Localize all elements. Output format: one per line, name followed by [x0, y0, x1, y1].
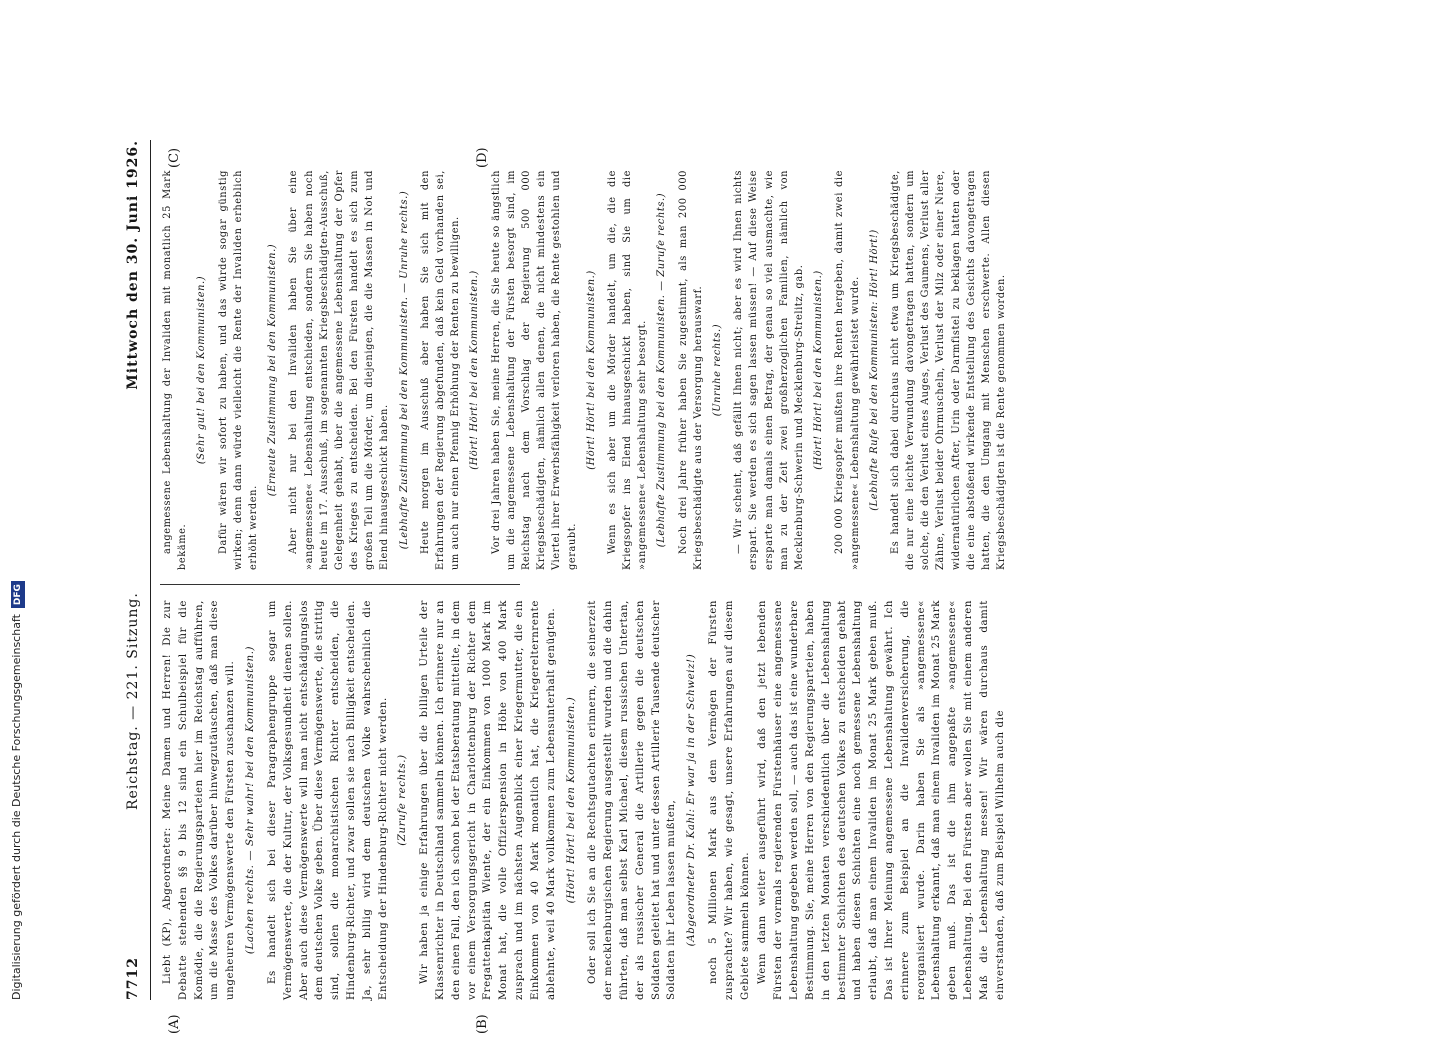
interjection: (Lebhafte Rufe bei den Kommunisten: Hört! Hört!) [868, 229, 880, 511]
rotated-page [120, 58, 1350, 1058]
marker-d: (D) [475, 147, 490, 168]
interjection: (Lebhafte Zustimmung bei den Kommunisten. — Zurufe rechts.) [656, 192, 668, 548]
paragraph: Wenn dann weiter ausgeführt wird, daß den jetzt lebenden Fürsten der vormals regierenden Fürstenhäuser eine angemessene Lebenshaltung gegeben werden soll, — auch das ist eine wunderbare Bestimmung. Sie, meine Herren von den Regierungsparteien, haben in den letzten Monaten verschiedentlich über die Lebenshaltung bestimmter Schichten des deutschen Volkes zu entscheiden gehabt und haben diesen Schichten eine noch gemessene Lebenshaltung erlaubt, daß man einem Invaliden im Monat 25 Mark geben muß. Das ist Ihrer Meinung angemessene Lebenshaltung gewährt. Ich erinnere zum Beispiel an die Invalidenversicherung, die reorganisiert wurde. Darin haben Sie als »angemessene« Lebenshaltung erkannt, daß man einem Invaliden im Monat 25 Mark geben muß. Das ist die ihm angepaßte »angemessene« Lebenshaltung. Bei den Fürsten aber wollen Sie mit einem anderen Maß die Lebenshaltung messen! Wir wären durchaus damit einverstanden, daß zum Beispiel Wilhelm auch die [757, 600, 1006, 1000]
interjection: (Abgeordneter Dr. Kahl: Er war ja in der Schweiz!) [686, 653, 698, 947]
marker-b: (B) [475, 1014, 490, 1034]
page-header [120, 140, 151, 1000]
interjection: (Lebhafte Zustimmung bei den Kommunisten. — Unruhe rechts.) [398, 190, 410, 550]
interjection: (Lachen rechts. — Sehr wahr! bei den Kommunisten.) [245, 645, 257, 955]
paragraph: Es handelt sich bei dieser Paragraphengruppe sogar um Vermögenswerte, die der Kultur, der Volksgesundheit dienen sollen. Aber auch diese Vermögenswerte will man nicht entschädigungslos dem deutschen Volke geben. Über diese Vermögenswerte, die strittig sind, sollen die monarchistischen Richter entscheiden, die Hindenburg-Richter, und zwar sollen sie nach Billigkeit entscheiden. Ja, sehr billig wird dem deutschen Volke wahrscheinlich die Entscheidung der Hindenburg-Richter nicht werden. [266, 600, 389, 1000]
interjection: (Erneute Zustimmung bei den Kommunisten.) [267, 243, 279, 497]
digitization-note [4, 0, 30, 1000]
paragraph: angemessene Lebenshaltung der Invaliden mit monatlich 25 Mark bekäme. [162, 170, 189, 570]
paragraph: Heute morgen im Ausschuß aber haben Sie sich mit den Erfahrungen der Regierung abgefunden, daß kein Geld vorhanden sei, um auch nur einen Pfennig Erhöhung der Renten zu bewilligen. [419, 170, 462, 570]
paragraph: Noch drei Jahre früher haben Sie zugestimmt, als man 200 000 Kriegsbeschädigte aus der Versorgung herauswarf. [677, 170, 704, 570]
marker-a: (A) [167, 1014, 182, 1034]
page-number: 7712 [125, 957, 141, 1000]
interjection: (Hört! Hört! bei den Kommunisten.) [565, 696, 577, 904]
paragraph: Oder soll ich Sie an die Rechtsgutachten erinnern, die seinerzeit der mecklenburgischen Regierung ausgestellt wurden und die dahin führten, daß man selbst Karl Michael, diesem russischen Untertan, der als russischer General die Artillerie gegen die deutschen Soldaten geleitet hat und unter dessen Artillerie Tausende deutscher Soldaten ihr Leben lassen mußten, [587, 600, 678, 1000]
column-rule [160, 584, 520, 585]
interjection: (Sehr gut! bei den Kommunisten.) [196, 275, 208, 465]
interjection: (Hört! Hört! bei den Kommunisten.) [585, 270, 597, 470]
session-date: Mittwoch den 30. Juni 1926. [125, 140, 141, 390]
paragraph: Liebt (KP), Abgeordneter: Meine Damen und Herren! Die zur Debatte stehenden §§ 9 bis 12 sind ein Schulbeispiel für die Komödie, die die Regierungsparteien hier im Reichstag aufführen, um die Masse des Volkes darüber hinwegzutäuschen, daß man diese ungeheuren Vermögenswerte den Fürsten zuschanzen will. [162, 600, 237, 1000]
page-content [120, 140, 1350, 1034]
paragraph: noch 5 Millionen Mark aus dem Vermögen der Fürsten zusprachte? Wir haben, wie gesagt, unsere Erfahrungen auf diesem Gebiete sammeln können. [708, 600, 751, 1000]
paragraph: Es handelt sich dabei durchaus nicht etwa um Kriegsbeschädigte, die nur eine leichte Verwundung davongetragen hatten, sondern um solche, die den Verlust eines Auges, Verlust des Gaumens, Verlust aller Zähne, Verlust beider Ohrmuscheln, Verlust der Milz oder einer Niere, widernatürlichen After, Urin oder Darmfistel zu beklagen hatten oder die eine abstoßend wirkende Entstellung des Gesichts davongetragen hatten, die den Umgang mit Menschen erschwerte. Allen diesen Kriegsbeschädigten ist die Rente genommen worden. [889, 170, 1008, 570]
paragraph: — Wir scheint, daß gefällt Ihnen nicht; aber es wird Ihnen nichts erspart. Sie werden es sich sagen lassen müssen! — Auf diese Weise ersparte man damals einen Betrag, der genau so viel ausmachte, wie man zu der Zeit zwei großherzoglichen Familien, nämlich von Mecklenburg-Schwerin und Mecklenburg-Strelitz, gab. [733, 170, 805, 570]
right-column [160, 170, 1011, 570]
session-title: Reichstag. — 221. Sitzung. [125, 592, 141, 810]
paragraph: Aber nicht nur bei den Invaliden haben Sie über eine »angemessene« Lebenshaltung entschieden, sondern Sie haben noch heute im 17. Ausschuß, im sogenannten Kriegsbeschädigten-Ausschuß, Gelegenheit gehabt, über die angemessene Lebenshaltung der Opfer des Krieges zu entscheiden. Bei den Fürsten handelt es sich zum großen Teil um die Mörder, um diejenigen, die die Massen in Not und Elend hinausgeschickt haben. [288, 170, 391, 570]
left-column [160, 600, 1010, 1000]
marker-c: (C) [167, 147, 182, 168]
paragraph: Wenn es sich aber um die Mörder handelt, um die, die die Kriegsopfer ins Elend hinausgeschickt haben, sind Sie um die »angemessene« Lebenshaltung sehr besorgt. [606, 170, 649, 570]
interjection: (Zurufe rechts.) [397, 754, 409, 846]
paragraph: Vor drei Jahren haben Sie, meine Herren, die Sie heute so ängstlich um die angemessene Lebenshaltung der Fürsten besorgt sind, im Reichstag nach dem Vorschlag der Regierung 500 000 Kriegsbeschädigten, nämlich allen denen, die nicht mindestens ein Viertel ihrer Erwerbsfähigkeit verloren haben, die Rente gestohlen und geraubt. [490, 170, 578, 570]
digitization-note-text: Digitalisierung gefördert durch die Deutsche Forschungsgemeinschaft [10, 614, 23, 1000]
interjection: (Unruhe rechts.) [712, 323, 723, 417]
paragraph: Dafür wären wir sofort zu haben, und das würde sogar günstig wirken; denn dann würde vielleicht die Rente der Invaliden erheblich erhöht werden. [217, 170, 259, 570]
interjection: (Hört! Hört! bei den Kommunisten.) [813, 270, 825, 470]
dfg-logo: DFG [11, 581, 25, 608]
paragraph: 200 000 Kriegsopfer mußten ihre Renten hergeben, damit zwei die »angemessene« Lebenshaltung gewährleistet wurde. [834, 170, 861, 570]
interjection: (Hört! Hört! bei den Kommunisten.) [469, 270, 481, 470]
paragraph: Wir haben ja einige Erfahrungen über die billigen Urteile der Klassenrichter in Deutschland sammeln können. Ich erinnere nur an den einen Fall, den ich schon bei der Etatsberatung mitteilte, in dem vor einem Versorgungsgericht in Charlottenburg der Richter dem Fregattenkapitän Wiente, der ein Einkommen von 1000 Mark im Monat hat, die volle Offizierspension in Höhe von 400 Mark zusprach und im nächsten Augenblick einer Kriegermutter, die ein Einkommen von 40 Mark monatlich hat, die Kriegerelternrente ablehnte, weil 40 Mark vollkommen zum Lebensunterhalt genügten. [419, 600, 557, 1000]
